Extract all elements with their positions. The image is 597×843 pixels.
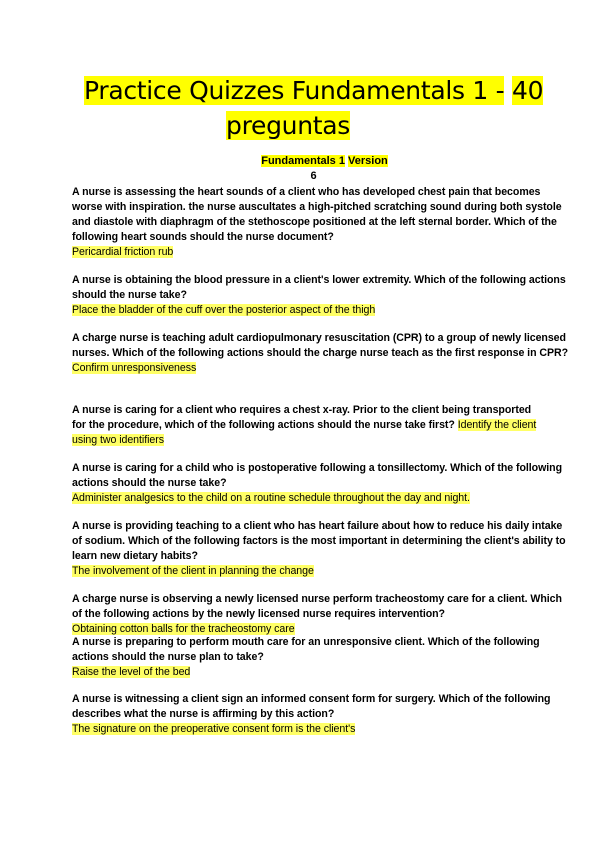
answer-text: The involvement of the client in planning the change [72, 565, 314, 577]
version-label [0, 154, 597, 169]
version-number: 6 [310, 170, 317, 182]
question-text: A nurse is witnessing a client sign an informed consent form for surgery. Which of the following describes what the nurse is affirming by this action? [72, 693, 551, 720]
title-line-2 [226, 109, 350, 143]
version-label-a: Fundamentals 1 [261, 155, 345, 167]
version-header [0, 154, 597, 183]
question-text: A charge nurse is observing a newly licensed nurse perform tracheostomy care for a client. Which of the following actions by the newly licensed nurse requires intervention? [72, 593, 562, 620]
answer-text: Raise the level of the bed [72, 666, 191, 678]
question-item-5 [72, 461, 570, 506]
question-item-8 [72, 635, 570, 680]
question-text: A charge nurse is teaching adult cardiopulmonary resuscitation (CPR) to a group of newly licensed nurses. Which of the following actions should the charge nurse teach as the first response in CPR? [72, 332, 569, 359]
answer-text: Identify the client using two identifiers [72, 419, 537, 446]
title-part-b: 40 [512, 76, 544, 105]
question-text: A nurse is obtaining the blood pressure in a client's lower extremity. Which of the following actions should the nurse take? [72, 274, 566, 301]
question-item-7 [72, 592, 570, 637]
question-item-9 [72, 692, 570, 737]
answer-text: Place the bladder of the cuff over the posterior aspect of the thigh [72, 304, 376, 316]
answer-text: Pericardial friction rub [72, 246, 174, 258]
question-item-4 [72, 403, 542, 448]
version-label-b: Version [348, 155, 388, 167]
question-item-2 [72, 273, 570, 318]
title-line-1 [84, 74, 543, 108]
answer-text: Administer analgesics to the child on a routine schedule throughout the day and night. [72, 492, 470, 504]
question-text: A nurse is assessing the heart sounds of a client who has developed chest pain that becomes worse with inspiration. the nurse auscultates a high-pitched scratching sound during both systole and diastole with diaphragm of the stethoscope positioned at the left sternal border. Which of the following heart sounds should the nurse document? [72, 186, 562, 243]
question-item-1 [72, 185, 570, 260]
answer-text: The signature on the preoperative consent form is the client's [72, 723, 356, 735]
title-part-a: Practice Quizzes Fundamentals 1 - [84, 76, 505, 105]
question-text: A nurse is providing teaching to a client who has heart failure about how to reduce his daily intake of sodium. Which of the following factors is the most important in determining the client's ability to learn new dietary habits? [72, 520, 566, 562]
question-text: A nurse is caring for a client who requires a chest x-ray. Prior to the client being transported for the procedure, which of the following actions should the nurse take first? [72, 404, 532, 431]
answer-text: Confirm unresponsiveness [72, 362, 197, 374]
question-item-6 [72, 519, 570, 579]
question-item-3 [72, 331, 570, 376]
title-part-c: preguntas [226, 111, 350, 140]
answer-text: Obtaining cotton balls for the tracheostomy care [72, 623, 295, 635]
question-text: A nurse is preparing to perform mouth care for an unresponsive client. Which of the following actions should the nurse plan to take? [72, 636, 540, 663]
question-text: A nurse is caring for a child who is postoperative following a tonsillectomy. Which of the following actions should the nurse take? [72, 462, 563, 489]
